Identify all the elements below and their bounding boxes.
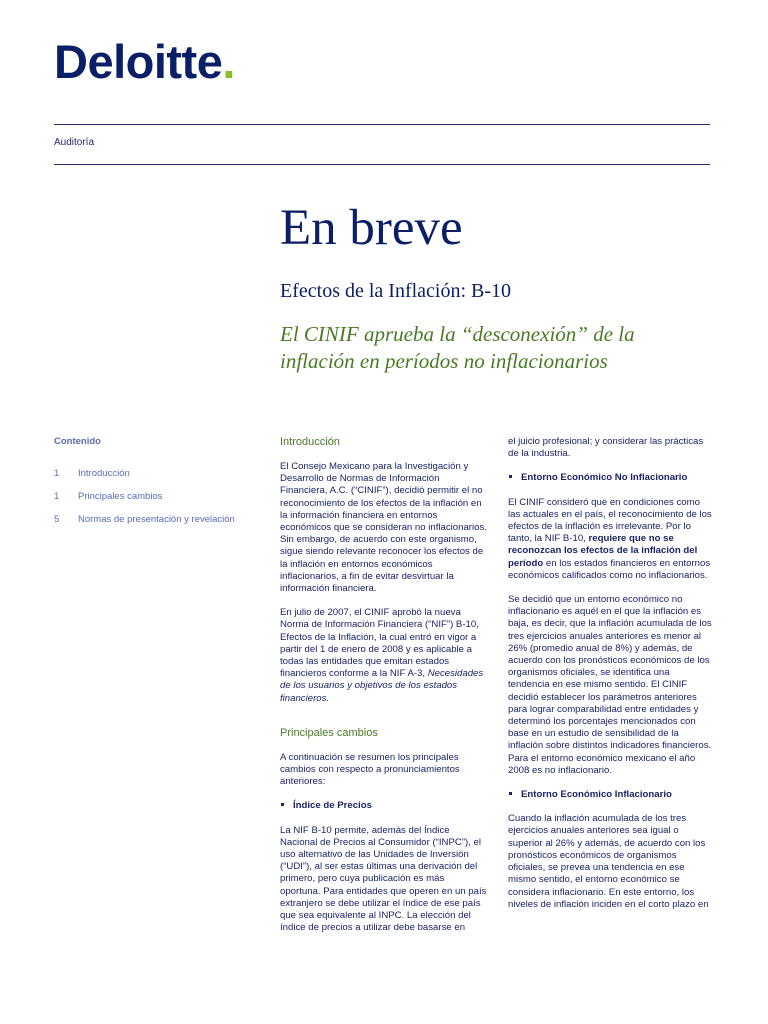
bullet-label: Entorno Económico No Inflacionario	[521, 472, 688, 484]
deloitte-logo	[54, 35, 235, 88]
toc-item-label: Normas de presentación y revelación	[78, 514, 235, 525]
no-infl-text-a: El CINIF consideró que en condiciones como las actuales en el país, el reconocimiento de los efectos de la inflación es irrelevante. Por lo tanto, la NIF B-10,	[508, 496, 712, 545]
no-infl-text-bold: requiere que no se reconozcan los efectos de la inflación del período	[508, 533, 698, 569]
bullet-square-icon	[281, 803, 284, 806]
table-of-contents	[54, 436, 264, 537]
toc-page-number: 1	[54, 468, 60, 479]
no-infl-paragraph-2: Se decidió que un entorno económico no inflacionario es aquél en el que la inflación es baja, es decir, que la inflación acumulada de los tres ejercicios anuales anteriores es menor al 26% (promedio anual de 8%) y además, de acuerdo con los pronósticos económicos de los organismos oficiales, se identifica una tendencia en ese mismo sentido. El CINIF decidió establecer los parámetros anteriores para lograr comparabilidad entre entidades y determinó los porcentajes mencionados con base en un estudio de sensibilidad de la inflación sobre distintos indicadores financieros. Para el entorno económico mexicano el año 2008 es no inflacionario.	[508, 594, 712, 776]
intro-paragraph-2-text: En julio de 2007, el CINIF aprobó la nueva Norma de Información Financiera (“NIF”) B-10, Efectos de la Inflación, la cual entró en vigor a partir del 1 de enero de 2008 y es aplicable a todas las entidades que emitan estados financieros conforme a la NIF A-3,	[280, 607, 479, 680]
toc-item-label: Principales cambios	[78, 491, 163, 502]
intro-paragraph-2	[280, 607, 487, 705]
toc-item-principales-cambios[interactable]	[54, 491, 264, 514]
header-top-rule	[54, 124, 710, 125]
bullet-label: Entorno Económico Inflacionario	[521, 789, 672, 801]
toc-heading: Contenido	[54, 436, 101, 447]
intro-paragraph-2-italic: Necesidades de los usuarios y objetivos de los estados financieros.	[280, 668, 484, 704]
bullet-label: Índice de Precios	[293, 800, 372, 812]
page-title: En breve	[280, 200, 463, 256]
intro-paragraph-1: El Consejo Mexicano para la Investigación y Desarrollo de Normas de Información Financiera, A.C. (“CINIF”), decidió permitir el no reconocimiento de los efectos de la inflación en la información financiera en entornos económicos que se consideran no inflacionarios. Sin embargo, de acuerdo con este organismo, sigue siendo relevante reconocer los efectos de la inflación en entornos económicos inflacionarios, a fin de evitar desvirtuar la información financiera.	[280, 461, 487, 595]
section-heading-principales-cambios: Principales cambios	[280, 726, 378, 739]
section-heading-introduccion: Introducción	[280, 436, 340, 448]
body-column-right	[508, 436, 713, 923]
logo-dot: .	[222, 35, 235, 88]
changes-paragraph: A continuación se resumen los principales cambios con respecto a pronunciamientos anteriores:	[280, 751, 460, 788]
toc-page-number: 1	[54, 491, 60, 502]
toc-item-introduccion[interactable]	[54, 468, 264, 491]
no-infl-paragraph-1	[508, 497, 713, 582]
page-subtitle: Efectos de la Inflación: B-10	[280, 280, 512, 302]
toc-item-normas[interactable]	[54, 514, 264, 537]
body-column-left	[280, 436, 487, 947]
continuation-paragraph: el juicio profesional; y considerar las prácticas de la industria.	[508, 436, 704, 460]
bullet-square-icon	[509, 475, 512, 478]
section-label: Auditoría	[54, 137, 95, 148]
bullet-entorno-inflacionario	[508, 789, 713, 801]
logo-wordmark: Deloitte	[54, 35, 223, 88]
page-tagline: El CINIF aprueba la “desconexión” de la inflación en períodos no inflacionarios	[280, 322, 635, 373]
header-bottom-rule	[54, 164, 710, 165]
bullet-indice-precios	[280, 800, 487, 812]
toc-page-number: 5	[54, 514, 60, 525]
no-infl-text-b: en los estados financieros en entornos económicos calificados como no inflacionarios.	[508, 557, 711, 581]
indice-paragraph: La NIF B-10 permite, además del Índice Nacional de Precios al Consumidor (“INPC”), el uso alternativo de las Unidades de Inversión (“UDI”), al ser estas últimas una derivación del primero, pero cuya publicación es más oportuna. Para entidades que operen en un país extranjero se debe utilizar el índice de ese país que sea equivalente al INPC. La elección del índice de precios a utilizar debe basarse en	[280, 824, 487, 934]
bullet-square-icon	[509, 792, 512, 795]
bullet-entorno-no-inflacionario	[508, 472, 713, 484]
toc-item-label: Introducción	[78, 468, 130, 479]
infl-paragraph: Cuando la inflación acumulada de los tres ejercicios anuales anteriores sea igual o superior al 26% y además, de acuerdo con los pronósticos económicos de organismos oficiales, se prevea una tendencia en ese mismo sentido, el entorno económico se considera inflacionario. En este entorno, los niveles de inflación inciden en el corto plazo en	[508, 813, 709, 910]
